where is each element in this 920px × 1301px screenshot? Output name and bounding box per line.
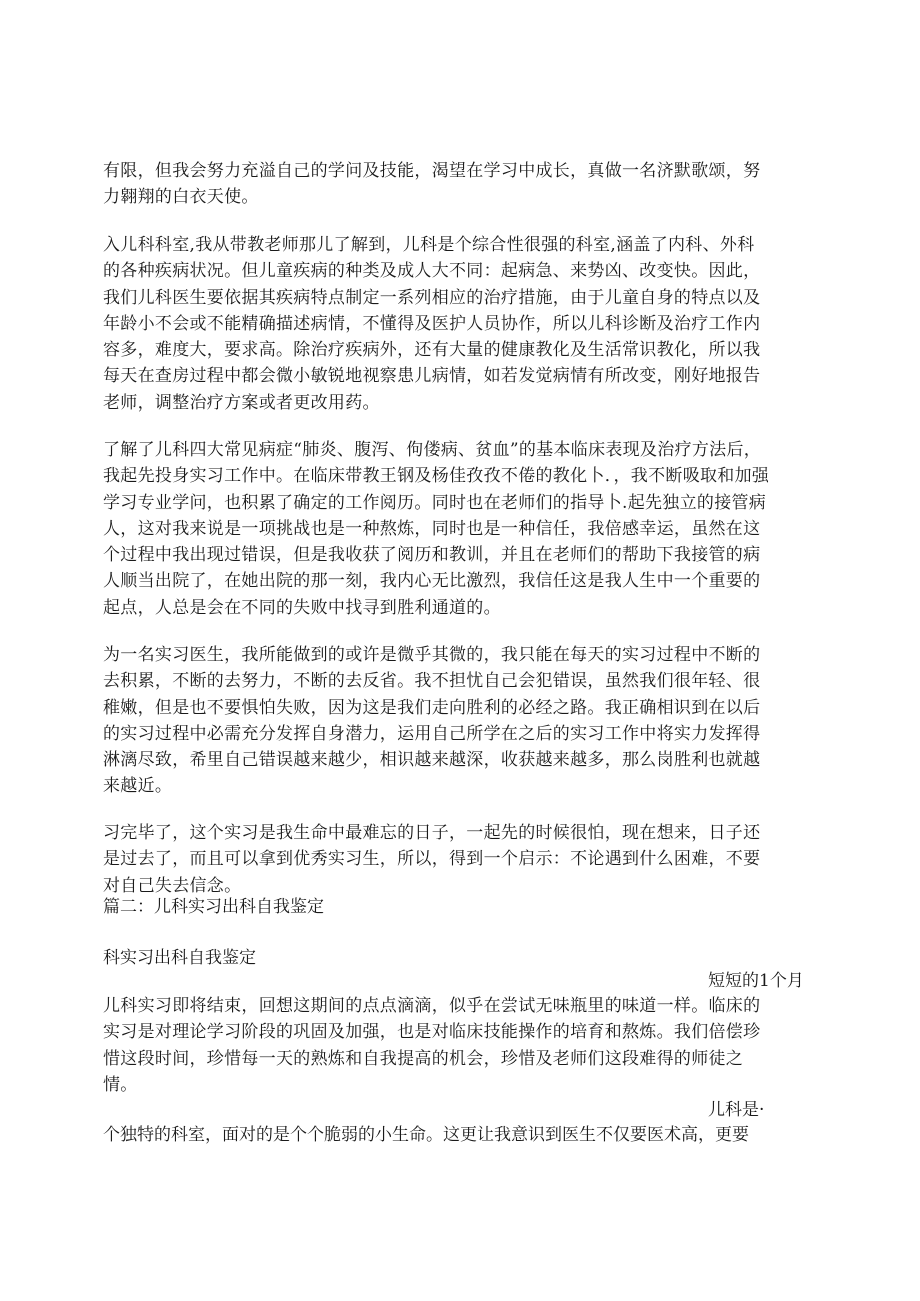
- text-line: 年龄小不会或不能精确描述病情，不懂得及医护人员协作，所以儿科诊断及治疗工作内: [103, 313, 761, 334]
- text-line: 为一名实习医生，我所能做到的或许是微乎其微的，我只能在每天的实习过程中不断的: [103, 645, 761, 665]
- text-line: 稚嫩，但是也不要惧怕失败，因为这是我们走向胜利的必经之路。我正确相识到在以后: [103, 697, 761, 718]
- text-line: 我起先投身实习工作中。在临床带教王钢及杨佳孜孜不倦的教化卜．，我不断吸取和加强: [103, 466, 770, 487]
- text-line: 有限，但我会努力充溢自己的学问及技能，渴望在学习中成长，真做一名济默歌颂，努: [103, 161, 761, 181]
- right-note: 短短的1个月: [708, 971, 804, 991]
- paragraph-2: [103, 232, 828, 416]
- text-line: 的各种疾病状况。但儿童疾病的种类及成人大不同：起病急、来势凶、改变快。因此，: [103, 261, 761, 282]
- text-line: 的实习过程中必需充分发挥自身潜力，运用自己所学在之后的实习工作中将实力发挥得: [103, 723, 761, 744]
- right-note: 儿科是·: [708, 1100, 765, 1120]
- text-line: 情。: [103, 1074, 138, 1095]
- text-line: 个过程中我出现过错误，但是我收获了阅历和教训，并且在老师们的帮助下我接管的病: [103, 545, 761, 566]
- section-heading: 篇二：儿科实习出科自我鉴定: [103, 897, 324, 917]
- text-line: 人顺当出院了，在她出院的那一刻，我内心无比激烈，我信任这是我人生中一个重要的: [103, 571, 761, 592]
- text-line: 学习专业学问，也积累了确定的工作阅历。同时也在老师们的指导卜.起先独立的接管病: [103, 492, 767, 513]
- paragraph-5: [103, 820, 828, 899]
- subheading: 科实习出科自我鉴定: [103, 948, 256, 968]
- text-line: 是过去了，而且可以拿到优秀实习生，所以，得到一个启示：不论遇到什么困难，不要: [103, 849, 761, 870]
- text-line: 老师，调整治疗方案或者更改用药。: [103, 392, 380, 413]
- text-line: 人，这对我来说是一项挑战也是一种熬炼，同时也是一种信任，我倍感幸运，虽然在这: [103, 518, 761, 539]
- text-line: 来越近。: [103, 776, 173, 797]
- text-line: 了解了儿科四大常见病症“肺炎、腹泻、佝偻病、贫血”的基本临床表现及治疗方法后，: [103, 440, 762, 460]
- paragraph-3: [103, 437, 828, 621]
- paragraph-4: [103, 642, 828, 800]
- text-line: 实习是对理论学习阶段的巩固及加强，也是对临床技能操作的培育和熬炼。我们倍偿珍: [103, 1022, 761, 1043]
- text-line: 个独特的科室，面对的是个个脆弱的小生命。这更让我意识到医生不仅要医术高，更要: [103, 1125, 749, 1145]
- text-line: 习完毕了，这个实习是我生命中最难忘的日子，一起先的时候很怕，现在想来，日子还: [103, 823, 761, 843]
- text-line: 儿科实习即将结束，回想这期间的点点滴滴，似乎在尝试无味瓶里的味道一样。临床的: [103, 996, 761, 1016]
- text-line: 力翱翔的白衣天使。: [103, 187, 259, 208]
- text-line: 我们儿科医生要依据其疾病特点制定一系列相应的治疗措施，由于儿童自身的特点以及: [103, 287, 761, 308]
- text-line: 起点，人总是会在不同的失败中找寻到胜利通道的。: [103, 597, 501, 618]
- text-line: 对自己失去信念。: [103, 875, 242, 896]
- paragraph-6: [103, 993, 828, 1098]
- text-line: 每天在查房过程中都会微小敏锐地视察患儿病情，如若发觉病情有所改变，刚好地报告: [103, 366, 761, 387]
- text-line: 惜这段时间，珍惜每一天的熟炼和自我提高的机会，珍惜及老师们这段难得的师徒之: [103, 1048, 744, 1069]
- text-line: 入儿科科室,我从带教老师那儿了解到，儿科是个综合性很强的科室,涵盖了内科、外科: [103, 235, 755, 255]
- text-line: 淋漓尽致，希里自己错误越来越少，相识越来越深，收获越来越多，那么岗胜利也就越: [103, 750, 761, 771]
- text-line: 去积累，不断的去努力，不断的去反省。我不担忧自己会犯错误，虽然我们很年轻、很: [103, 671, 761, 692]
- paragraph-1: [103, 158, 828, 211]
- text-line: 容多，难度大，要求高。除治疗疾病外，还有大量的健康教化及生活常识教化，所以我: [103, 340, 761, 361]
